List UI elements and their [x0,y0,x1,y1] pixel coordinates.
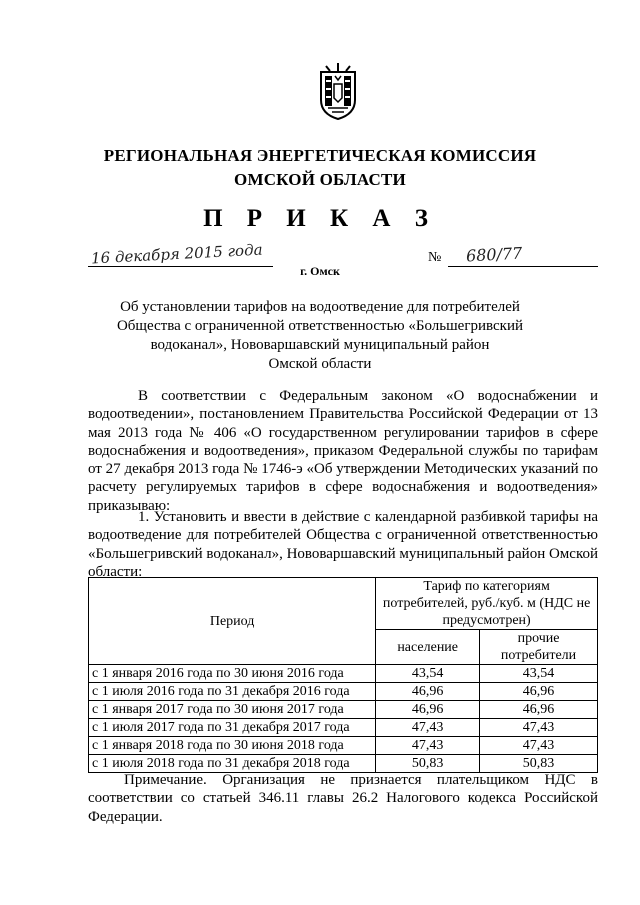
header-tariff: Тариф по категориям потребителей, руб./куб. м (НДС не предусмотрен) [376,578,598,630]
period-cell: с 1 июля 2016 года по 31 декабря 2016 года [89,683,376,701]
population-tariff-cell: 50,83 [376,755,480,773]
period-cell: с 1 июля 2018 года по 31 декабря 2018 года [89,755,376,773]
handwritten-date: 16 декабря 2015 года [90,240,263,268]
header-period: Период [89,578,376,665]
table-row [89,737,598,755]
coat-of-arms-emblem [318,62,358,120]
period-cell: с 1 июля 2017 года по 31 декабря 2017 года [89,719,376,737]
population-tariff-cell: 47,43 [376,719,480,737]
organization-name-line1: РЕГИОНАЛЬНАЯ ЭНЕРГЕТИЧЕСКАЯ КОМИССИЯ [103,146,537,165]
other-tariff-cell: 50,83 [480,755,598,773]
document-type-title: П Р И К А З [203,205,437,232]
table-row [89,683,598,701]
intro-text: В соответствии с Федеральным законом «О водоснабжении и водоотведении», постановлением Правительства Российской Федерации от 13 мая 2013 года № 406 «О государственном регулировании тарифов в сфере водоснабжения и водоотведения», приказом Федеральной службы по тарифам от 27 декабря 2013 года № 1746-э «Об утверждении Методических указаний по расчету регулируемых тарифов в сфере водоснабжения и водоотведения» [88,388,598,496]
header-other-consumers: прочие потребители [480,630,598,665]
other-tariff-cell: 43,54 [480,665,598,683]
city: г. Омск [300,264,340,278]
organization-name-line2: ОМСКОЙ ОБЛАСТИ [234,170,406,189]
note-paragraph: Примечание. Организация не признается плательщиком НДС в соответствии со статьей 346.11 главы 26.2 Налогового кодекса Российской Федерации. [88,772,598,825]
handwritten-number: 680/77 [465,243,523,266]
table-row [89,665,598,683]
intro-paragraph [88,387,598,515]
period-cell: с 1 января 2016 года по 30 июня 2016 года [89,665,376,683]
tariff-table [88,577,598,773]
other-tariff-cell: 46,96 [480,701,598,719]
table-row [89,719,598,737]
table-row [89,701,598,719]
order-word: приказываю: [88,497,171,514]
population-tariff-cell: 47,43 [376,737,480,755]
period-cell: с 1 января 2017 года по 30 июня 2017 года [89,701,376,719]
period-cell: с 1 января 2018 года по 30 июня 2018 года [89,737,376,755]
subject-line: Об установлении тарифов на водоотведение для потребителей [120,299,520,315]
subject-line: водоканал», Нововаршавский муниципальный район [150,337,490,353]
number-sign: № [428,250,442,265]
subject-line: Общества с ограниченной ответственностью «Большегривский [116,318,524,334]
population-tariff-cell: 46,96 [376,701,480,719]
population-tariff-cell: 46,96 [376,683,480,701]
item-1-paragraph: 1. Установить и ввести в действие с календарной разбивкой тарифы на водоотведение для потребителей Общества с ограниченной ответственностью «Большегривский водоканал», Нововаршавский муниципальный район Омской области: [88,509,599,580]
document-subject [100,298,540,374]
subject-line: Омской области [268,356,372,372]
table-row [89,755,598,773]
other-tariff-cell: 47,43 [480,719,598,737]
header-population: население [376,630,480,665]
population-tariff-cell: 43,54 [376,665,480,683]
other-tariff-cell: 46,96 [480,683,598,701]
other-tariff-cell: 47,43 [480,737,598,755]
